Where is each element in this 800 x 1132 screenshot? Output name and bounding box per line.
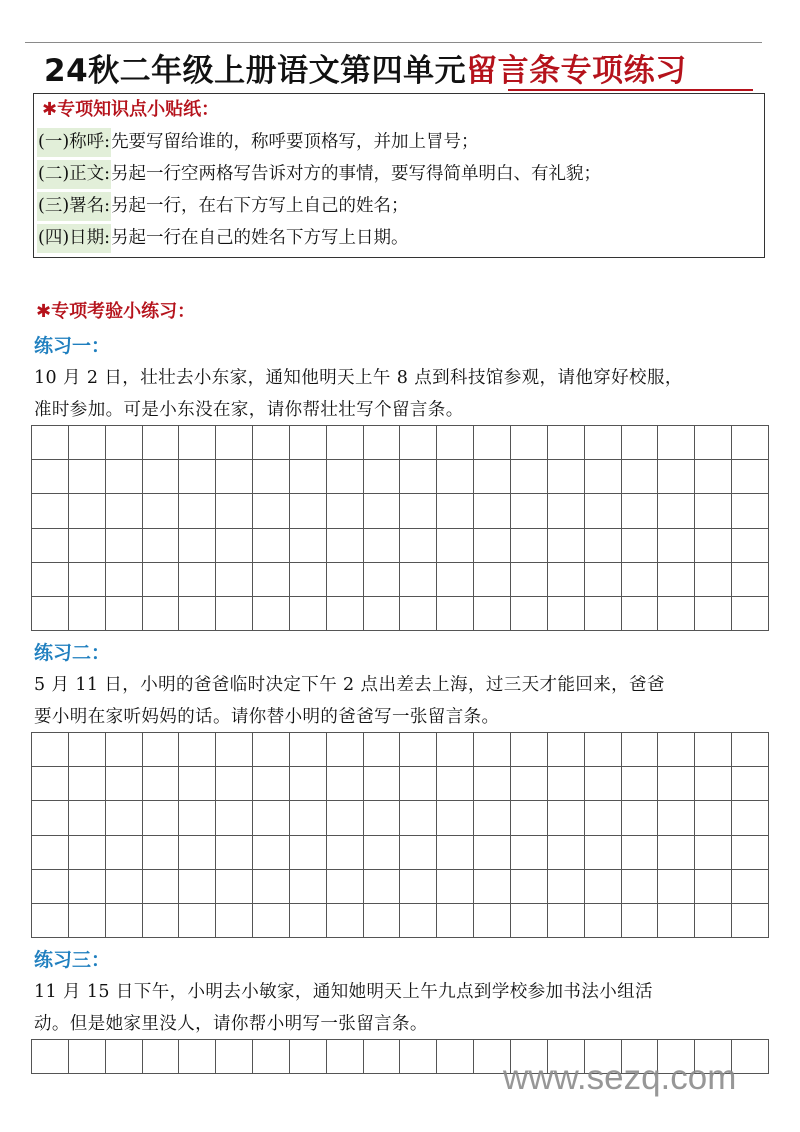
grid-cell[interactable]	[106, 767, 143, 801]
grid-cell[interactable]	[143, 904, 180, 938]
grid-cell[interactable]	[216, 563, 253, 597]
grid-cell[interactable]	[548, 494, 585, 528]
grid-cell[interactable]	[732, 460, 769, 494]
grid-cell[interactable]	[511, 801, 548, 835]
grid-cell[interactable]	[511, 529, 548, 563]
grid-cell[interactable]	[364, 529, 401, 563]
grid-cell[interactable]	[327, 494, 364, 528]
grid-cell[interactable]	[216, 597, 253, 631]
grid-cell[interactable]	[32, 597, 69, 631]
grid-cell[interactable]	[511, 563, 548, 597]
grid-cell[interactable]	[253, 767, 290, 801]
grid-cell[interactable]	[69, 904, 106, 938]
grid-cell[interactable]	[290, 460, 327, 494]
grid-cell[interactable]	[106, 563, 143, 597]
grid-cell[interactable]	[695, 836, 732, 870]
grid-cell[interactable]	[290, 426, 327, 460]
grid-cell[interactable]	[253, 836, 290, 870]
grid-cell[interactable]	[400, 767, 437, 801]
grid-cell[interactable]	[437, 426, 474, 460]
grid-cell[interactable]	[732, 904, 769, 938]
grid-cell[interactable]	[622, 733, 659, 767]
grid-cell[interactable]	[253, 1040, 290, 1074]
grid-cell[interactable]	[69, 801, 106, 835]
grid-cell[interactable]	[143, 767, 180, 801]
grid-cell[interactable]	[732, 494, 769, 528]
grid-cell[interactable]	[253, 733, 290, 767]
grid-cell[interactable]	[400, 904, 437, 938]
grid-cell[interactable]	[143, 563, 180, 597]
grid-cell[interactable]	[143, 801, 180, 835]
grid-cell[interactable]	[548, 904, 585, 938]
grid-cell[interactable]	[622, 801, 659, 835]
grid-cell[interactable]	[32, 767, 69, 801]
grid-cell[interactable]	[658, 426, 695, 460]
grid-cell[interactable]	[585, 801, 622, 835]
exercise-1-line-2: 准时参加。可是小东没在家，请你帮壮壮写个留言条。	[34, 400, 464, 420]
grid-cell[interactable]	[216, 767, 253, 801]
grid-cell[interactable]	[69, 836, 106, 870]
grid-cell[interactable]	[253, 563, 290, 597]
grid-cell[interactable]	[106, 529, 143, 563]
grid-cell[interactable]	[437, 870, 474, 904]
grid-cell[interactable]	[179, 1040, 216, 1074]
grid-cell[interactable]	[732, 426, 769, 460]
grid-cell[interactable]	[474, 836, 511, 870]
grid-cell[interactable]	[69, 563, 106, 597]
grid-cell[interactable]	[364, 426, 401, 460]
grid-cell[interactable]	[474, 426, 511, 460]
grid-cell[interactable]	[437, 529, 474, 563]
grid-cell[interactable]	[364, 870, 401, 904]
grid-cell[interactable]	[400, 870, 437, 904]
grid-cell[interactable]	[32, 801, 69, 835]
grid-cell[interactable]	[622, 904, 659, 938]
exercise-3-title: 练习三：	[34, 949, 111, 971]
grid-cell[interactable]	[732, 870, 769, 904]
grid-cell[interactable]	[253, 870, 290, 904]
grid-cell[interactable]	[474, 733, 511, 767]
grid-cell[interactable]	[585, 494, 622, 528]
grid-cell[interactable]	[179, 904, 216, 938]
grid-cell[interactable]	[695, 529, 732, 563]
grid-cell[interactable]	[179, 870, 216, 904]
grid-cell[interactable]	[32, 870, 69, 904]
grid-cell[interactable]	[216, 733, 253, 767]
knowledge-text: 另起一行在自己的姓名下方写上日期。	[111, 227, 409, 248]
grid-cell[interactable]	[32, 426, 69, 460]
grid-cell[interactable]	[179, 563, 216, 597]
grid-cell[interactable]	[253, 801, 290, 835]
grid-cell[interactable]	[106, 836, 143, 870]
grid-cell[interactable]	[106, 733, 143, 767]
page-title	[44, 48, 687, 94]
grid-cell[interactable]	[548, 733, 585, 767]
grid-cell[interactable]	[327, 1040, 364, 1074]
grid-cell[interactable]	[143, 836, 180, 870]
grid-cell[interactable]	[327, 529, 364, 563]
grid-cell[interactable]	[179, 733, 216, 767]
grid-cell[interactable]	[658, 836, 695, 870]
knowledge-text: 另起一行空两格写告诉对方的事情，要写得简单明白、有礼貌；	[111, 163, 602, 184]
grid-cell[interactable]	[732, 597, 769, 631]
grid-cell[interactable]	[327, 836, 364, 870]
grid-cell[interactable]	[548, 426, 585, 460]
grid-cell[interactable]	[364, 904, 401, 938]
exercise-2-line-1: 5 月 11 日，小明的爸爸临时决定下午 2 点出差去上海，过三天才能回来，爸爸	[34, 675, 665, 695]
grid-cell[interactable]	[474, 563, 511, 597]
grid-cell[interactable]	[106, 1040, 143, 1074]
grid-cell[interactable]	[400, 460, 437, 494]
grid-cell[interactable]	[253, 460, 290, 494]
grid-cell[interactable]	[400, 597, 437, 631]
grid-cell[interactable]	[585, 870, 622, 904]
grid-cell[interactable]	[658, 904, 695, 938]
grid-cell[interactable]	[69, 1040, 106, 1074]
grid-cell[interactable]	[32, 1040, 69, 1074]
grid-cell[interactable]	[290, 801, 327, 835]
grid-cell[interactable]	[327, 426, 364, 460]
grid-cell[interactable]	[327, 460, 364, 494]
grid-cell[interactable]	[732, 563, 769, 597]
grid-cell[interactable]	[143, 597, 180, 631]
grid-cell[interactable]	[658, 494, 695, 528]
grid-cell[interactable]	[732, 767, 769, 801]
grid-cell[interactable]	[658, 460, 695, 494]
grid-cell[interactable]	[437, 767, 474, 801]
grid-cell[interactable]	[179, 836, 216, 870]
grid-cell[interactable]	[106, 494, 143, 528]
grid-cell[interactable]	[658, 529, 695, 563]
grid-cell[interactable]	[290, 767, 327, 801]
grid-cell[interactable]	[585, 767, 622, 801]
grid-cell[interactable]	[658, 563, 695, 597]
grid-cell[interactable]	[143, 426, 180, 460]
grid-cell[interactable]	[548, 801, 585, 835]
grid-cell[interactable]	[695, 904, 732, 938]
grid-cell[interactable]	[474, 494, 511, 528]
knowledge-item	[37, 191, 409, 221]
knowledge-label: (三)署名:	[37, 192, 111, 221]
grid-cell[interactable]	[437, 494, 474, 528]
grid-cell[interactable]	[179, 460, 216, 494]
grid-cell[interactable]	[32, 904, 69, 938]
grid-cell[interactable]	[69, 767, 106, 801]
grid-cell[interactable]	[474, 460, 511, 494]
grid-cell[interactable]	[143, 1040, 180, 1074]
grid-cell[interactable]	[511, 733, 548, 767]
grid-cell[interactable]	[179, 426, 216, 460]
grid-cell[interactable]	[216, 836, 253, 870]
grid-cell[interactable]	[69, 494, 106, 528]
knowledge-label: (二)正文:	[37, 160, 111, 189]
grid-cell[interactable]	[511, 904, 548, 938]
grid-cell[interactable]	[695, 494, 732, 528]
grid-cell[interactable]	[400, 1040, 437, 1074]
grid-cell[interactable]	[32, 529, 69, 563]
grid-cell[interactable]	[732, 801, 769, 835]
grid-cell[interactable]	[658, 597, 695, 631]
grid-cell[interactable]	[143, 529, 180, 563]
grid-cell[interactable]	[290, 904, 327, 938]
grid-cell[interactable]	[585, 597, 622, 631]
grid-cell[interactable]	[106, 597, 143, 631]
knowledge-item	[37, 223, 409, 253]
knowledge-text: 先要写留给谁的，称呼要顶格写，并加上冒号；	[111, 131, 479, 152]
grid-cell[interactable]	[327, 563, 364, 597]
grid-cell[interactable]	[216, 870, 253, 904]
page-title-highlight: 留言条专项练习	[466, 53, 687, 89]
grid-cell[interactable]	[511, 836, 548, 870]
grid-cell[interactable]	[585, 460, 622, 494]
grid-cell[interactable]	[253, 529, 290, 563]
grid-cell[interactable]	[290, 733, 327, 767]
grid-cell[interactable]	[695, 870, 732, 904]
grid-cell[interactable]	[69, 529, 106, 563]
grid-cell[interactable]	[511, 460, 548, 494]
grid-cell[interactable]	[364, 767, 401, 801]
grid-cell[interactable]	[290, 1040, 327, 1074]
exercise-3-line-1: 11 月 15 日下午，小明去小敏家，通知她明天上午九点到学校参加书法小组活	[34, 982, 653, 1002]
grid-cell[interactable]	[437, 733, 474, 767]
grid-cell[interactable]	[548, 597, 585, 631]
knowledge-text: 另起一行，在右下方写上自己的姓名；	[111, 195, 409, 216]
grid-cell[interactable]	[179, 767, 216, 801]
grid-cell[interactable]	[216, 494, 253, 528]
grid-cell[interactable]	[253, 426, 290, 460]
grid-cell[interactable]	[364, 563, 401, 597]
grid-cell[interactable]	[695, 801, 732, 835]
grid-cell[interactable]	[585, 904, 622, 938]
grid-cell[interactable]	[400, 494, 437, 528]
grid-cell[interactable]	[548, 529, 585, 563]
grid-cell[interactable]	[179, 529, 216, 563]
grid-cell[interactable]	[143, 870, 180, 904]
grid-cell[interactable]	[622, 426, 659, 460]
grid-cell[interactable]	[290, 870, 327, 904]
grid-cell[interactable]	[216, 904, 253, 938]
grid-cell[interactable]	[364, 460, 401, 494]
grid-cell[interactable]	[695, 426, 732, 460]
grid-cell[interactable]	[658, 733, 695, 767]
grid-cell[interactable]	[327, 904, 364, 938]
grid-cell[interactable]	[69, 597, 106, 631]
grid-cell[interactable]	[695, 597, 732, 631]
grid-cell[interactable]	[622, 529, 659, 563]
grid-cell[interactable]	[327, 733, 364, 767]
grid-cell[interactable]	[695, 733, 732, 767]
exercise-2-title: 练习二：	[34, 642, 111, 664]
grid-cell[interactable]	[585, 733, 622, 767]
grid-cell[interactable]	[327, 801, 364, 835]
grid-cell[interactable]	[622, 494, 659, 528]
grid-cell[interactable]	[106, 904, 143, 938]
grid-cell[interactable]	[32, 563, 69, 597]
grid-cell[interactable]	[622, 767, 659, 801]
grid-cell[interactable]	[32, 494, 69, 528]
grid-cell[interactable]	[253, 904, 290, 938]
grid-cell[interactable]	[106, 801, 143, 835]
exercise-2-line-2: 要小明在家听妈妈的话。请你替小明的爸爸写一张留言条。	[34, 707, 500, 727]
grid-cell[interactable]	[548, 460, 585, 494]
grid-cell[interactable]	[695, 563, 732, 597]
page-title-main: 24秋二年级上册语文第四单元	[44, 53, 467, 89]
grid-cell[interactable]	[658, 801, 695, 835]
grid-cell[interactable]	[143, 494, 180, 528]
grid-cell[interactable]	[179, 597, 216, 631]
knowledge-item	[37, 159, 601, 189]
grid-cell[interactable]	[400, 529, 437, 563]
grid-cell[interactable]	[290, 529, 327, 563]
grid-cell[interactable]	[474, 597, 511, 631]
grid-cell[interactable]	[32, 733, 69, 767]
grid-cell[interactable]	[474, 801, 511, 835]
grid-cell[interactable]	[179, 801, 216, 835]
grid-cell[interactable]	[106, 426, 143, 460]
grid-cell[interactable]	[695, 460, 732, 494]
grid-cell[interactable]	[400, 733, 437, 767]
grid-cell[interactable]	[732, 529, 769, 563]
grid-cell[interactable]	[216, 1040, 253, 1074]
writing-grid-1[interactable]	[31, 425, 769, 631]
grid-cell[interactable]	[216, 460, 253, 494]
grid-cell[interactable]	[364, 836, 401, 870]
knowledge-label: (四)日期:	[37, 224, 111, 253]
grid-cell[interactable]	[327, 767, 364, 801]
exercise-1-title: 练习一：	[34, 335, 111, 357]
grid-cell[interactable]	[437, 460, 474, 494]
grid-cell[interactable]	[437, 801, 474, 835]
grid-cell[interactable]	[106, 870, 143, 904]
grid-cell[interactable]	[437, 563, 474, 597]
grid-cell[interactable]	[511, 597, 548, 631]
writing-grid-2[interactable]	[31, 732, 769, 938]
grid-cell[interactable]	[437, 836, 474, 870]
grid-cell[interactable]	[732, 836, 769, 870]
grid-cell[interactable]	[364, 801, 401, 835]
grid-cell[interactable]	[437, 597, 474, 631]
grid-cell[interactable]	[290, 494, 327, 528]
grid-cell[interactable]	[695, 767, 732, 801]
practice-section-title: ✱专项考验小练习：	[36, 301, 196, 322]
grid-cell[interactable]	[290, 563, 327, 597]
grid-cell[interactable]	[216, 801, 253, 835]
grid-cell[interactable]	[437, 904, 474, 938]
grid-cell[interactable]	[474, 767, 511, 801]
grid-cell[interactable]	[143, 460, 180, 494]
grid-cell[interactable]	[622, 460, 659, 494]
grid-cell[interactable]	[400, 836, 437, 870]
grid-cell[interactable]	[327, 870, 364, 904]
grid-cell[interactable]	[658, 870, 695, 904]
grid-cell[interactable]	[622, 870, 659, 904]
grid-cell[interactable]	[437, 1040, 474, 1074]
grid-cell[interactable]	[32, 836, 69, 870]
knowledge-item	[37, 127, 479, 157]
knowledge-box-title: ✱专项知识点小贴纸：	[42, 99, 220, 120]
grid-cell[interactable]	[511, 767, 548, 801]
exercise-3-line-2: 动。但是她家里没人，请你帮小明写一张留言条。	[34, 1014, 428, 1034]
grid-cell[interactable]	[585, 426, 622, 460]
grid-cell[interactable]	[32, 460, 69, 494]
grid-cell[interactable]	[69, 733, 106, 767]
grid-cell[interactable]	[143, 733, 180, 767]
grid-cell[interactable]	[400, 426, 437, 460]
grid-cell[interactable]	[732, 1040, 769, 1074]
grid-cell[interactable]	[658, 767, 695, 801]
grid-cell[interactable]	[732, 733, 769, 767]
grid-cell[interactable]	[69, 426, 106, 460]
grid-cell[interactable]	[290, 836, 327, 870]
grid-cell[interactable]	[622, 597, 659, 631]
grid-cell[interactable]	[216, 426, 253, 460]
grid-cell[interactable]	[327, 597, 364, 631]
grid-cell[interactable]	[548, 870, 585, 904]
top-rule	[25, 42, 762, 43]
grid-cell[interactable]	[253, 494, 290, 528]
grid-cell[interactable]	[585, 563, 622, 597]
grid-cell[interactable]	[511, 426, 548, 460]
grid-cell[interactable]	[511, 494, 548, 528]
grid-cell[interactable]	[364, 494, 401, 528]
grid-cell[interactable]	[474, 529, 511, 563]
grid-cell[interactable]	[548, 563, 585, 597]
grid-cell[interactable]	[622, 563, 659, 597]
grid-cell[interactable]	[400, 563, 437, 597]
grid-cell[interactable]	[69, 460, 106, 494]
grid-cell[interactable]	[364, 597, 401, 631]
grid-cell[interactable]	[474, 904, 511, 938]
grid-cell[interactable]	[474, 870, 511, 904]
grid-cell[interactable]	[585, 836, 622, 870]
grid-cell[interactable]	[511, 870, 548, 904]
exercise-1-line-1: 10 月 2 日，壮壮去小东家，通知他明天上午 8 点到科技馆参观，请他穿好校服，	[34, 368, 683, 388]
grid-cell[interactable]	[364, 1040, 401, 1074]
grid-cell[interactable]	[585, 529, 622, 563]
grid-cell[interactable]	[548, 767, 585, 801]
grid-cell[interactable]	[400, 801, 437, 835]
watermark: www.sezq.com	[503, 1058, 737, 1097]
grid-cell[interactable]	[106, 460, 143, 494]
grid-cell[interactable]	[179, 494, 216, 528]
grid-cell[interactable]	[290, 597, 327, 631]
grid-cell[interactable]	[253, 597, 290, 631]
knowledge-label: (一)称呼:	[37, 128, 111, 157]
grid-cell[interactable]	[216, 529, 253, 563]
grid-cell[interactable]	[548, 836, 585, 870]
grid-cell[interactable]	[69, 870, 106, 904]
knowledge-box	[33, 93, 765, 258]
grid-cell[interactable]	[622, 836, 659, 870]
grid-cell[interactable]	[364, 733, 401, 767]
